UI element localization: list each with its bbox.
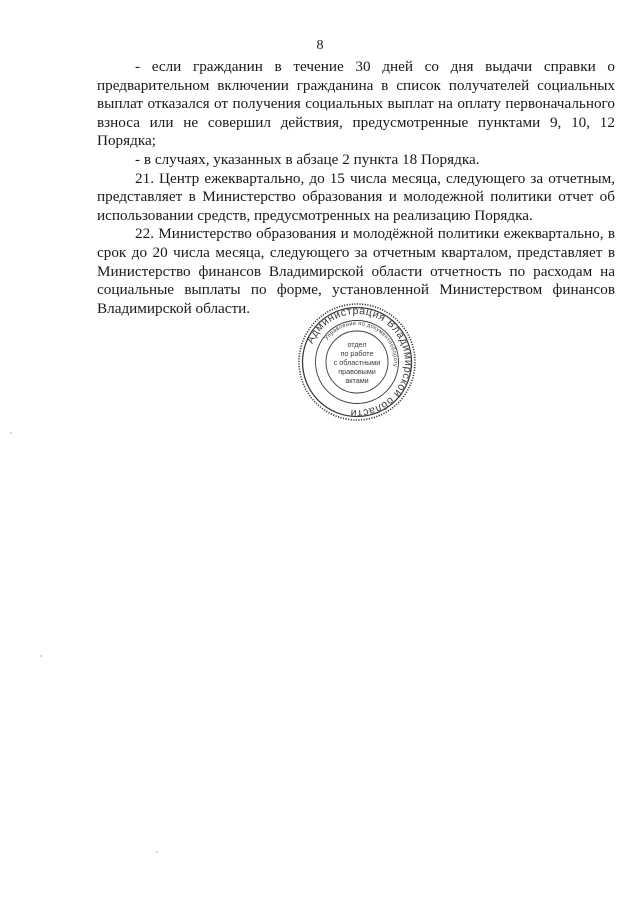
svg-text:актами: актами	[345, 376, 369, 385]
svg-text:с областными: с областными	[333, 358, 381, 367]
scan-speck	[156, 851, 158, 853]
paragraph-refusal-condition: - если гражданин в течение 30 дней со дня выдачи справки о предварительном включении гражданина в список получателей социальных выплат отказался от получения социальных выплат на оплату первоначального взноса или не совершил действия, предусмотренные пунктами 9, 10, 12 Порядка;	[97, 58, 615, 150]
official-seal	[297, 302, 417, 422]
svg-text:отдел: отдел	[347, 340, 367, 349]
seal-center-text	[334, 340, 381, 385]
seal-outer-text: Администрация Владимирской области	[304, 304, 415, 420]
page-number: 8	[316, 38, 324, 53]
paragraph-cases-reference: - в случаях, указанных в абзаце 2 пункта 18 Порядка.	[135, 150, 480, 168]
seal-stamp-graphic	[297, 302, 417, 422]
document-body	[97, 58, 615, 318]
seal-inner-text: Управление по документообороту	[323, 320, 399, 368]
paragraph-22-ministry-report: 22. Министерство образования и молодёжной политики ежеквартально, в срок до 20 числа месяца, следующего за отчетным кварталом, представляет в Министерство финансов Владимирской области отчетность по расходам на социальные выплаты по форме, установленной Министерством финансов Владимирской области.	[97, 225, 615, 317]
scan-speck	[10, 432, 12, 434]
svg-text:правовыми: правовыми	[338, 367, 376, 376]
paragraph-21-center-report: 21. Центр ежеквартально, до 15 числа месяца, следующего за отчетным, представляет в Министерство образования и молодежной политики отчет об использовании средств, предусмотренных на реализацию Порядка.	[97, 169, 615, 224]
svg-text:по работе: по работе	[340, 349, 374, 358]
scan-speck	[40, 655, 42, 657]
